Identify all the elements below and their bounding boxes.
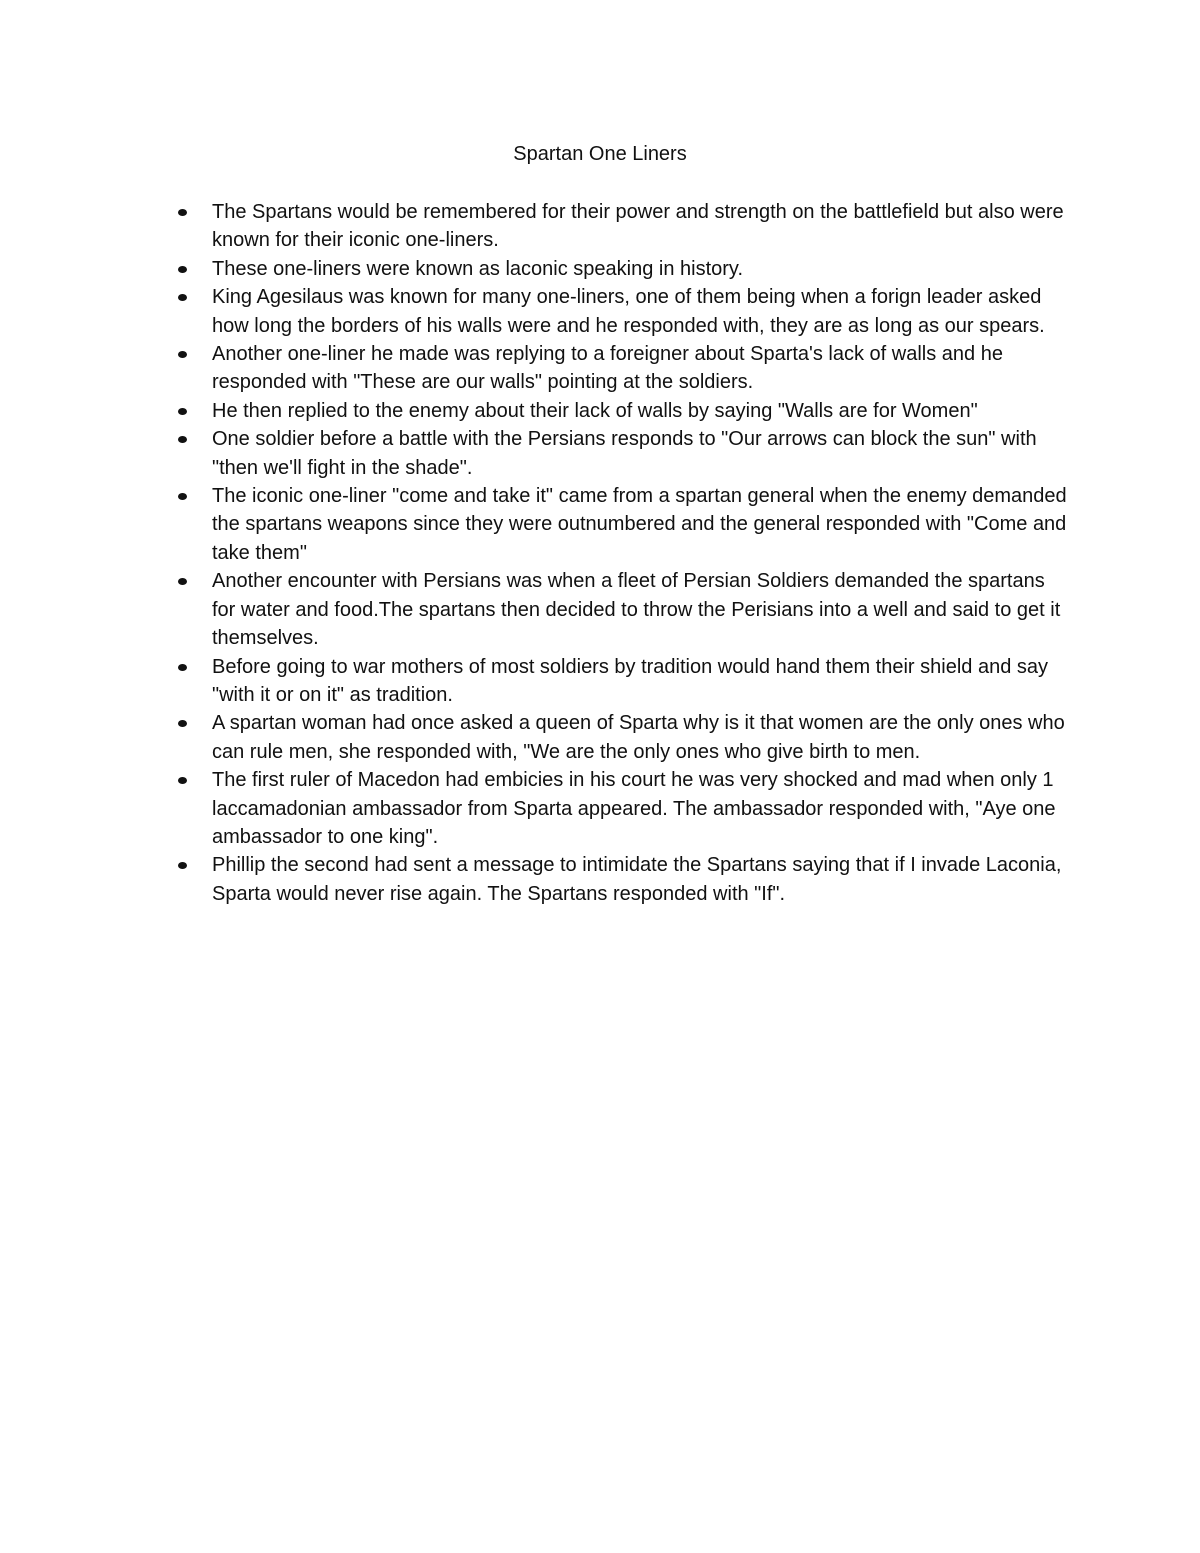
list-item-text: One soldier before a battle with the Persians responds to "Our arrows can block the sun" with "then we'll fight in the shade". [212,428,1037,479]
list-item-text: The first ruler of Macedon had embicies in his court he was very shocked and mad when only 1 laccamadonian ambassador from Sparta appeared. The ambassador responded with, "Aye one ambassador to one king". [212,769,1056,848]
list-item-text: The Spartans would be remembered for their power and strength on the battlefield but also were known for their iconic one-liners. [212,201,1064,252]
list-item [170,482,1070,567]
list-item-text: Another encounter with Persians was when a fleet of Persian Soldiers demanded the spartans for water and food.The spartans then decided to throw the Perisians into a well and said to get it themselves. [212,570,1061,650]
bullet-dot-icon [178,862,187,869]
list-item-text: Before going to war mothers of most soldiers by tradition would hand them their shield and say "with it or on it" as tradition. [212,655,1048,706]
list-item-text: King Agesilaus was known for many one-liners, one of them being when a forign leader asked how long the borders of his walls were and he responded with, they are as long as our spears. [212,286,1045,337]
list-item-text: These one-liners were known as laconic speaking in history. [212,257,744,280]
list-item [170,397,1070,425]
bullet-dot-icon [178,408,187,415]
list-item-text: Phillip the second had sent a message to intimidate the Spartans saying that if I invade Laconia, Sparta would never rise again. The Spartans responded with "If". [212,854,1062,905]
bullet-dot-icon [178,493,187,500]
page-title: Spartan One Liners [513,143,687,165]
list-item [170,766,1070,851]
bullet-list [170,198,1070,908]
bullet-dot-icon [178,294,187,301]
bullet-dot-icon [178,266,187,273]
list-item-text: A spartan woman had once asked a queen of Sparta why is it that women are the only ones who can rule men, she responded with, "We are the only ones who give birth to men. [212,712,1065,763]
list-item [170,425,1070,482]
bullet-dot-icon [178,777,187,784]
list-item [170,198,1070,255]
list-item [170,851,1070,908]
list-item [170,653,1070,710]
bullet-dot-icon [178,664,187,671]
bullet-dot-icon [178,209,187,216]
list-item-text: He then replied to the enemy about their lack of walls by saying "Walls are for Women" [212,399,978,422]
list-item [170,709,1070,766]
list-item-text: The iconic one-liner "come and take it" came from a spartan general when the enemy demanded the spartans weapons since they were outnumbered and the general responded with "Come and take them" [212,485,1067,564]
list-item [170,255,1070,283]
list-item [170,283,1070,340]
bullet-dot-icon [178,436,187,443]
bullet-dot-icon [178,720,187,727]
list-item-text: Another one-liner he made was replying to a foreigner about Sparta's lack of walls and he responded with "These are our walls" pointing at the soldiers. [212,343,1003,394]
bullet-dot-icon [178,351,187,358]
list-item [170,567,1070,652]
list-item [170,340,1070,397]
bullet-dot-icon [178,578,187,585]
